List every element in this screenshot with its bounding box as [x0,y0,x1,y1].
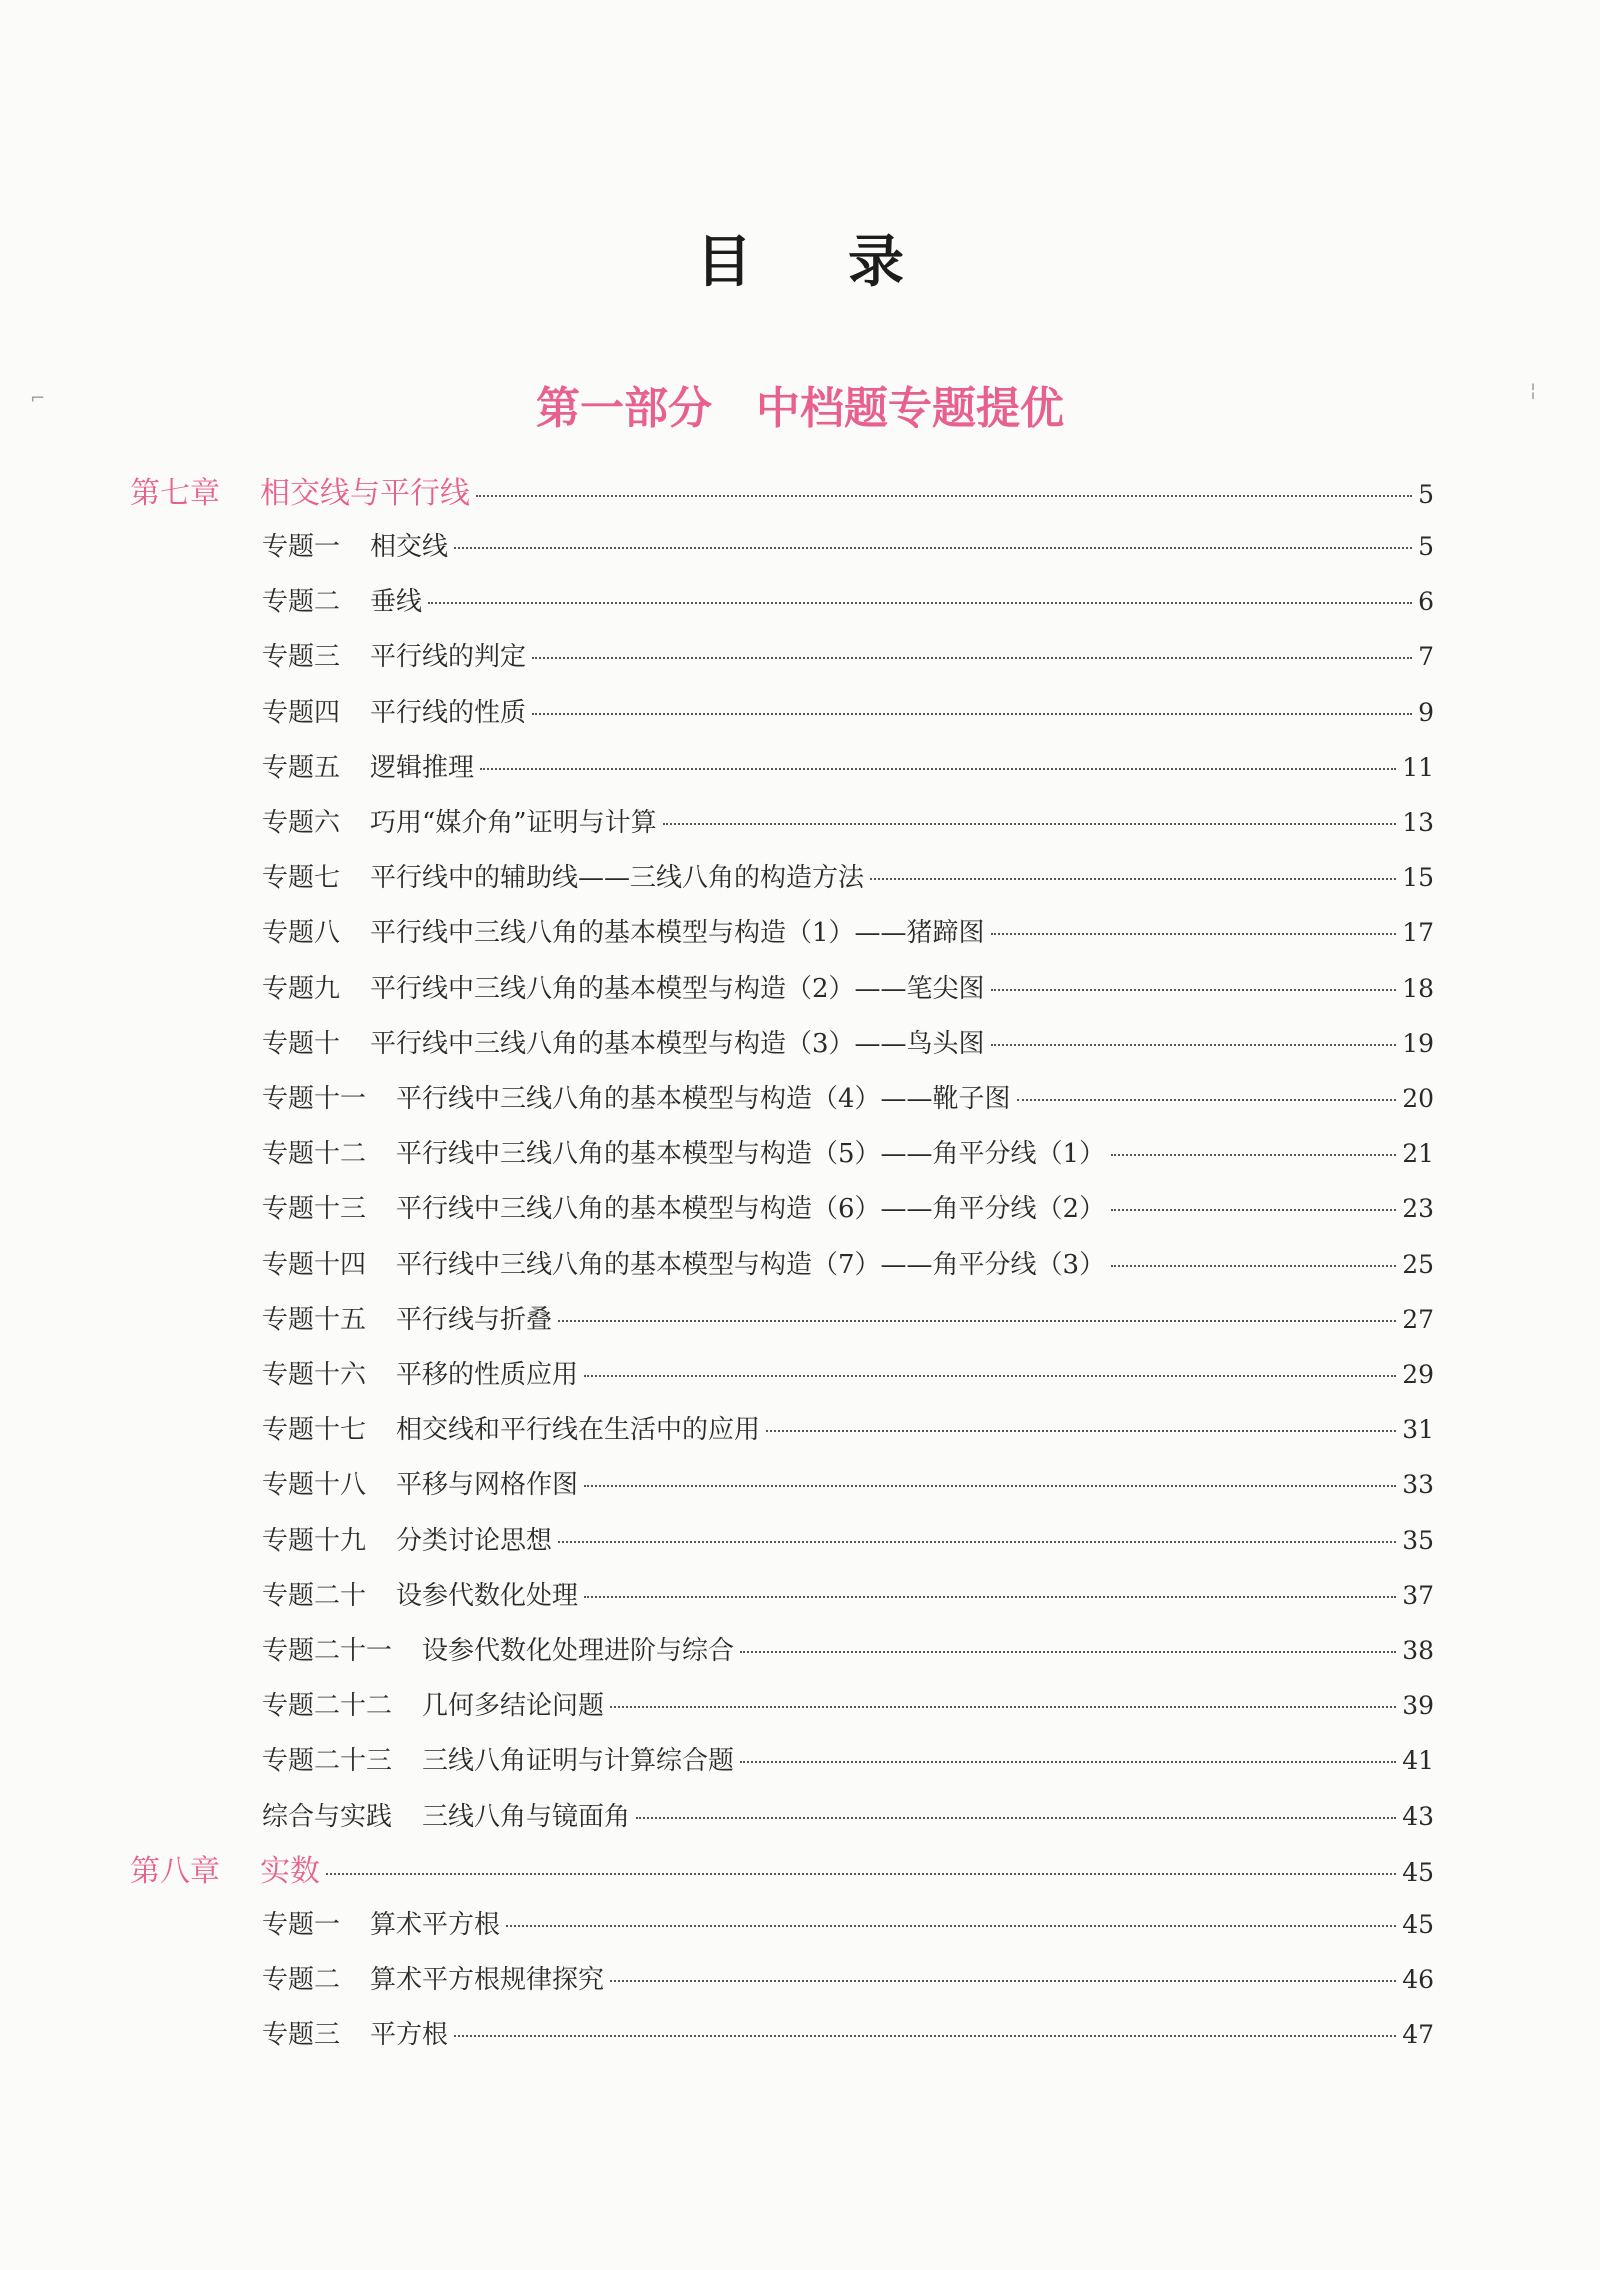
topic-number: 专题二十 [262,1580,367,1611]
topic-number: 专题一 [262,1910,341,1940]
topic-row[interactable] [262,802,1434,839]
topic-number: 专题十一 [262,1084,367,1114]
dot-leader [740,1650,1396,1653]
topic-row[interactable] [262,1354,1434,1391]
topic-number: 专题二十三 [262,1746,393,1777]
topic-row[interactable] [262,1904,1434,1941]
page-number: 43 [1402,1801,1434,1831]
page-number: 41 [1402,1746,1434,1776]
topic-number: 专题十五 [262,1304,367,1335]
topic-title: 分类讨论思想 [396,1525,553,1556]
topic-title: 设参代数化处理 [396,1580,579,1611]
topic-title: 垂线 [370,587,423,618]
dot-leader [584,1374,1396,1377]
topic-row[interactable] [262,1133,1434,1170]
dot-leader [558,1540,1396,1543]
page-number: 38 [1402,1636,1434,1665]
dot-leader [766,1429,1396,1432]
page-number: 29 [1402,1360,1434,1389]
topic-title: 相交线和平行线在生活中的应用 [396,1415,761,1446]
scan-mark: ¦ [1530,380,1537,401]
topic-row[interactable] [262,1023,1434,1060]
topic-row[interactable] [262,1244,1434,1281]
topic-title: 平行线中三线八角的基本模型与构造（2）——笔尖图 [370,973,985,1004]
page-number: 35 [1402,1525,1434,1555]
dot-leader [870,877,1396,880]
topic-number: 专题十四 [262,1249,367,1280]
dot-leader [1017,1098,1397,1101]
page-title [0,218,1600,298]
topic-number: 专题五 [262,752,341,783]
topic-number: 综合与实践 [262,1801,393,1832]
dot-leader [1111,1264,1396,1267]
topic-title: 平行线中三线八角的基本模型与构造（5）——角平分线（1） [396,1139,1106,1170]
topic-number: 专题十 [262,1028,341,1059]
topic-number: 专题二十二 [262,1691,393,1722]
topic-title: 三线八角与镜面角 [422,1801,631,1832]
topic-row[interactable] [262,1630,1434,1667]
chapter-row[interactable] [130,1846,1434,1890]
page-number: 6 [1418,587,1434,617]
chapter-title: 实数 [260,1854,320,1889]
dot-leader [476,494,1412,497]
topic-number: 专题三 [262,2020,341,2051]
topic-title: 巧用“媒介角”证明与计算 [370,808,657,838]
topic-number: 专题一 [262,532,341,562]
page-number: 13 [1402,808,1434,837]
dot-leader [454,546,1412,549]
topic-title: 平移与网格作图 [396,1470,579,1501]
page-title-char: 录 [848,229,904,295]
topic-number: 专题十二 [262,1139,367,1170]
topic-row[interactable] [262,747,1434,784]
dot-leader [991,1043,1397,1046]
dot-leader [663,822,1397,825]
topic-row[interactable] [262,636,1434,673]
dot-leader [584,1484,1396,1487]
topic-number: 专题二 [262,1965,341,1996]
topic-row[interactable] [262,1409,1434,1446]
page-number: 18 [1402,973,1434,1003]
topic-title: 平行线中三线八角的基本模型与构造（7）——角平分线（3） [396,1249,1106,1280]
dot-leader [584,1595,1396,1598]
topic-number: 专题九 [262,973,341,1004]
topic-title: 平行线中三线八角的基本模型与构造（4）——靴子图 [396,1084,1011,1114]
dot-leader [532,656,1412,659]
page-title-char: 目 [696,229,752,295]
dot-leader [326,1872,1396,1875]
dot-leader [506,1924,1396,1927]
chapter-title: 相交线与平行线 [260,476,470,511]
topic-row[interactable] [262,1078,1434,1115]
page-number: 5 [1418,480,1434,509]
dot-leader [558,1319,1396,1322]
scan-mark: ⌐ [30,388,46,409]
page-number: 21 [1402,1139,1434,1169]
dot-leader [1111,1208,1396,1211]
topic-row[interactable] [262,1299,1434,1336]
dot-leader [991,988,1397,991]
topic-title: 平行线与折叠 [396,1304,553,1335]
chapter-number: 第八章 [130,1854,220,1889]
topic-title: 平行线中的辅助线——三线八角的构造方法 [370,863,865,894]
page-number: 15 [1402,863,1434,893]
page-number: 9 [1418,697,1434,727]
topic-number: 专题十八 [262,1470,367,1501]
page-number: 33 [1402,1470,1434,1500]
topic-title: 三线八角证明与计算综合题 [422,1746,735,1777]
topic-number: 专题八 [262,918,341,949]
dot-leader [636,1816,1396,1819]
dot-leader [991,932,1397,935]
topic-title: 平行线的判定 [370,642,527,673]
topic-title: 算术平方根规律探究 [370,1965,605,1996]
topic-title: 平行线的性质 [370,697,527,728]
topic-row[interactable] [262,526,1434,563]
page-number: 25 [1402,1249,1434,1279]
topic-number: 专题十九 [262,1525,367,1556]
dot-leader [610,1979,1396,1982]
page-number: 27 [1402,1304,1434,1334]
chapter-row[interactable] [130,468,1434,512]
topic-title: 设参代数化处理进阶与综合 [422,1636,735,1666]
topic-number: 专题三 [262,642,341,673]
topic-title: 算术平方根 [370,1910,501,1940]
topic-row[interactable] [262,1959,1434,1996]
topic-row[interactable] [262,1464,1434,1501]
topic-title: 平行线中三线八角的基本模型与构造（6）——角平分线（2） [396,1194,1106,1225]
topic-row[interactable] [262,857,1434,894]
topic-row[interactable] [262,581,1434,618]
topic-title: 几何多结论问题 [422,1691,605,1722]
topic-number: 专题十三 [262,1194,367,1225]
page-number: 5 [1418,532,1434,561]
topic-title: 平方根 [370,2020,449,2051]
topic-title: 逻辑推理 [370,752,475,783]
part-name: 中档题专题提优 [756,383,1064,434]
topic-row[interactable] [262,1520,1434,1557]
topic-row[interactable] [262,1575,1434,1612]
part-label: 第一部分 [536,383,712,434]
topic-row[interactable] [262,968,1434,1005]
topic-title: 平移的性质应用 [396,1360,579,1390]
page-number: 31 [1402,1415,1434,1445]
dot-leader [740,1760,1396,1763]
dot-leader [532,712,1412,715]
page-number: 19 [1402,1028,1434,1058]
topic-number: 专题十六 [262,1360,367,1390]
topic-row[interactable] [262,1740,1434,1777]
dot-leader [610,1705,1396,1708]
page-number: 45 [1402,1910,1434,1939]
topic-number: 专题二 [262,587,341,618]
topic-row[interactable] [262,1796,1434,1833]
page-number: 47 [1402,2020,1434,2050]
topic-title: 相交线 [370,532,449,562]
topic-title: 平行线中三线八角的基本模型与构造（3）——鸟头图 [370,1028,985,1059]
topic-number: 专题十七 [262,1415,367,1446]
page-number: 7 [1418,642,1434,672]
dot-leader [1111,1153,1396,1156]
dot-leader [480,767,1396,770]
page-number: 37 [1402,1580,1434,1610]
topic-number: 专题四 [262,697,341,728]
chapter-number: 第七章 [130,476,220,511]
dot-leader [454,2034,1396,2037]
topic-row[interactable] [262,1685,1434,1722]
page-number: 11 [1402,752,1434,782]
topic-number: 专题六 [262,808,341,838]
page-number: 20 [1402,1084,1434,1113]
topic-number: 专题七 [262,863,341,894]
part-heading [0,372,1600,436]
page-number: 46 [1402,1965,1434,1995]
topic-number: 专题二十一 [262,1636,393,1666]
topic-row[interactable] [262,2014,1434,2051]
page-number: 23 [1402,1194,1434,1224]
page-number: 45 [1402,1858,1434,1887]
topic-row[interactable] [262,912,1434,949]
topic-row[interactable] [262,692,1434,729]
page-number: 39 [1402,1691,1434,1721]
topic-title: 平行线中三线八角的基本模型与构造（1）——猪蹄图 [370,918,985,949]
page-number: 17 [1402,918,1434,948]
dot-leader [428,601,1412,604]
topic-row[interactable] [262,1188,1434,1225]
